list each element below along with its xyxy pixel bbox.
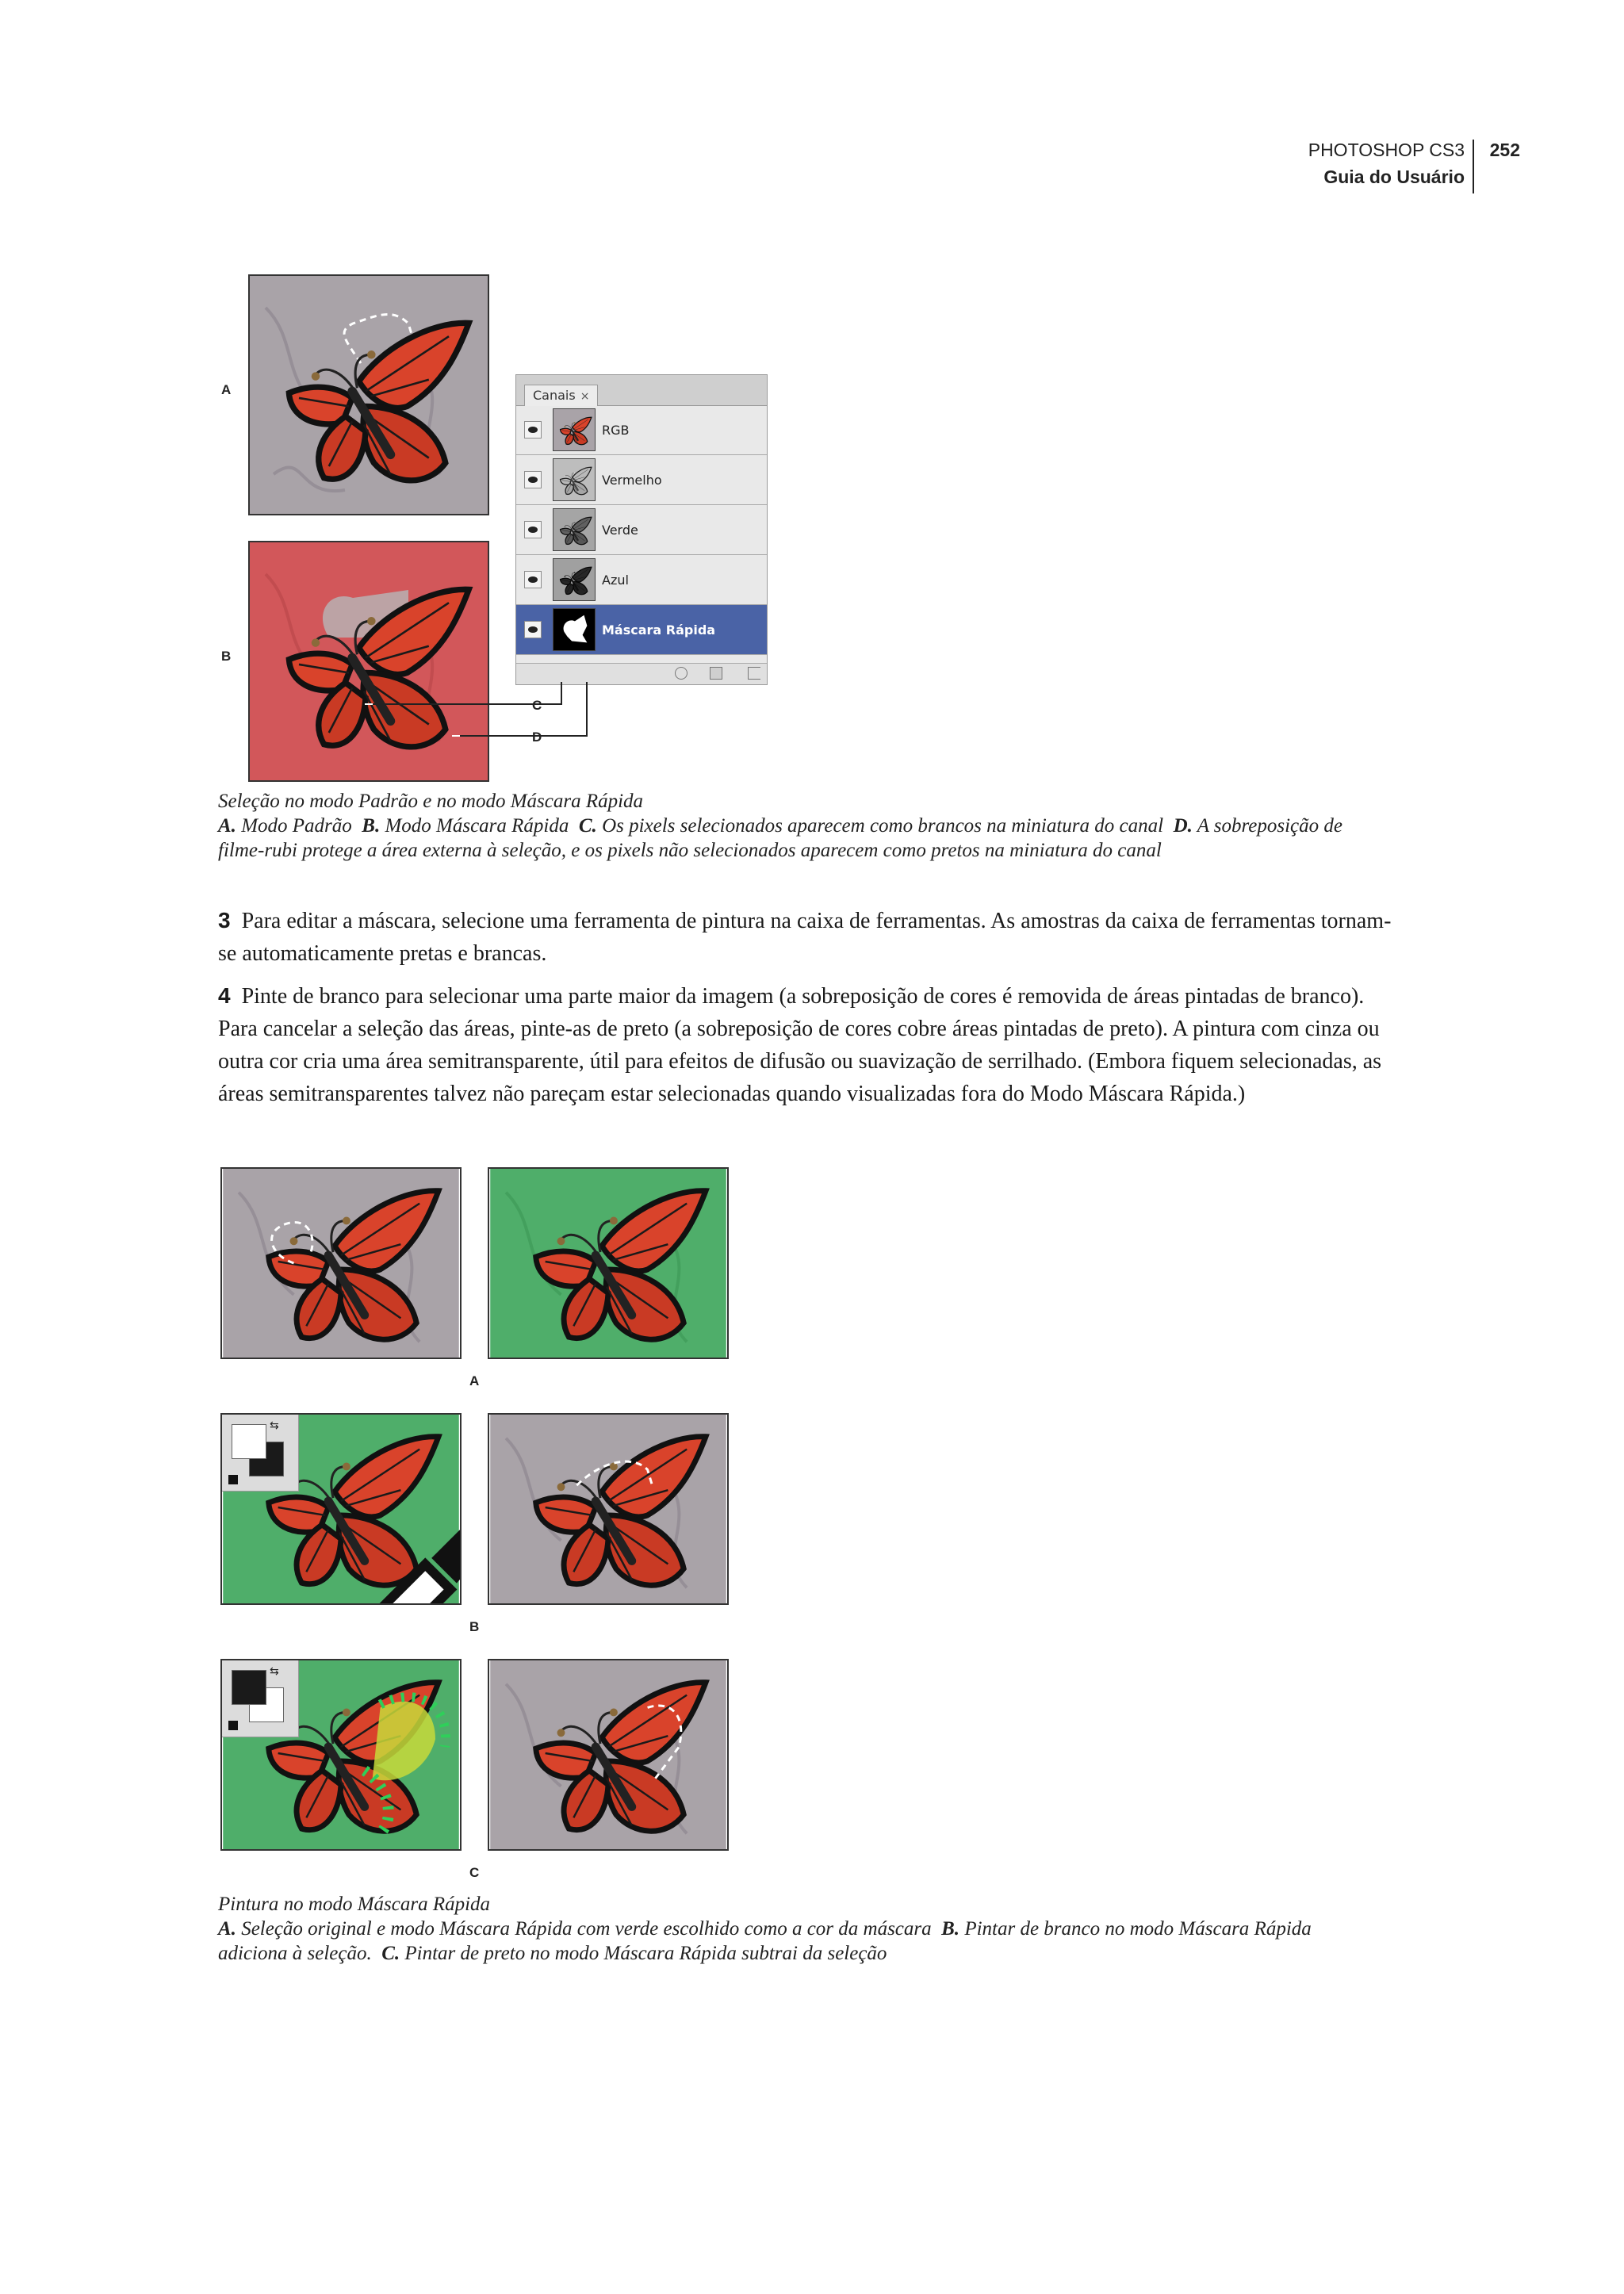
caption-key-a: A. <box>218 815 236 837</box>
step-number: 3 <box>218 908 231 933</box>
channel-thumbnail-green <box>553 508 596 551</box>
color-swatches <box>222 1415 299 1492</box>
figure2-caption-line2 <box>218 1941 887 1966</box>
caption-text-b: Modo Máscara Rápida <box>385 815 569 837</box>
header-divider <box>1473 140 1474 193</box>
figure2-label-b: B <box>469 1619 480 1634</box>
figure1-label-a: A <box>221 382 232 397</box>
caption-key-d: D. <box>1173 815 1193 837</box>
step-3 <box>218 904 1400 970</box>
figure2-image-b-result <box>488 1413 729 1605</box>
channel-row-blue[interactable] <box>516 555 767 605</box>
swap-colors-icon[interactable]: ⇆ <box>270 1419 279 1432</box>
caption-text-a: Modo Padrão <box>241 815 352 837</box>
figure2-caption-title: Pintura no modo Máscara Rápida <box>218 1894 491 1915</box>
channel-thumbnail-blue <box>553 558 596 601</box>
channels-panel <box>515 374 768 685</box>
channel-row-quick-mask[interactable] <box>516 605 767 655</box>
figure1-image-standard-mode <box>248 274 489 515</box>
figure2-label-c: C <box>469 1865 480 1880</box>
caption-key-c: C. <box>578 815 597 837</box>
brush-cursor-icon <box>396 1732 462 1851</box>
header-title: PHOTOSHOP CS3 <box>1308 140 1465 160</box>
caption-key-b: B. <box>362 815 381 837</box>
tab-channels-label: Canais <box>533 388 576 403</box>
swap-colors-icon[interactable]: ⇆ <box>270 1665 279 1678</box>
caption-text-d: A sobreposição de <box>1197 815 1343 837</box>
close-icon[interactable]: × <box>580 390 590 403</box>
caption-text-a: Seleção original e modo Máscara Rápida com verde escolhido como a cor da máscara <box>241 1918 932 1940</box>
default-colors-icon[interactable] <box>228 1475 238 1484</box>
eye-icon[interactable] <box>524 471 542 488</box>
figure2-image-a-original-selection <box>220 1167 462 1359</box>
running-header <box>1203 140 1520 193</box>
figure2-caption-line1 <box>218 1917 1312 1941</box>
tab-channels[interactable] <box>524 385 598 406</box>
page-number: 252 <box>1489 140 1520 160</box>
callout-label-d: D <box>532 730 542 745</box>
step-4 <box>218 979 1400 1110</box>
caption-key-a: A. <box>218 1918 236 1940</box>
callout-lines <box>365 658 595 745</box>
step-number: 4 <box>218 983 231 1008</box>
figure1-caption-line1 <box>218 814 1342 838</box>
channel-thumbnail-quick-mask <box>553 608 596 651</box>
callout-label-c: C <box>532 698 542 713</box>
channel-label-rgb: RGB <box>602 423 630 438</box>
caption-key-b: B. <box>941 1918 960 1940</box>
channel-label-quick-mask: Máscara Rápida <box>602 622 716 638</box>
caption-text-lead: adiciona à seleção. <box>218 1943 372 1964</box>
channels-panel-titlebar <box>516 375 767 406</box>
step-text: Para editar a máscara, selecione uma ferramenta de pintura na caixa de ferramentas. As amostras da caixa de ferramentas tornam-se automaticamente pretas e brancas. <box>218 909 1392 966</box>
caption-key-c: C. <box>381 1943 400 1964</box>
channel-row-red[interactable] <box>516 455 767 505</box>
color-swatches <box>222 1660 299 1737</box>
header-subtitle: Guia do Usuário <box>1323 167 1465 187</box>
figure2-image-a-green-mask <box>488 1167 729 1359</box>
step-text: Pinte de branco para selecionar uma parte maior da imagem (a sobreposição de cores é removida de áreas pintadas de branco). Para cancelar a seleção das áreas, pinte-as de preto (a sobreposição de cores cobre áreas pintadas de preto). A pintura com cinza ou outra cor cria uma área semitransparente, útil para efeitos de difusão ou suavização de serrilhado. (Embora fiquem selecionadas, as áreas semitransparentes talvez não pareçam estar selecionadas quando visualizadas fora do Modo Máscara Rápida.) <box>218 984 1382 1106</box>
figure1-caption-line2: filme-rubi protege a área externa à seleção, e os pixels não selecionados aparecem como pretos na miniatura do canal <box>218 840 1162 861</box>
brush-cursor-icon <box>331 1451 462 1605</box>
channel-label-blue: Azul <box>602 573 629 588</box>
caption-text-c: Os pixels selecionados aparecem como brancos na miniatura do canal <box>602 815 1164 837</box>
channel-label-green: Verde <box>602 523 638 538</box>
load-selection-icon[interactable] <box>675 667 688 680</box>
eye-icon[interactable] <box>524 571 542 588</box>
channel-row-green[interactable] <box>516 505 767 555</box>
eye-icon[interactable] <box>524 521 542 538</box>
foreground-color-swatch[interactable] <box>232 1670 266 1705</box>
figure2-image-c-result <box>488 1659 729 1851</box>
save-selection-icon[interactable] <box>710 667 722 680</box>
channel-thumbnail-red <box>553 458 596 501</box>
channel-label-red: Vermelho <box>602 473 662 488</box>
figure2-label-a: A <box>469 1373 480 1388</box>
foreground-color-swatch[interactable] <box>232 1424 266 1459</box>
figure1-caption-title: Seleção no modo Padrão e no modo Máscara Rápida <box>218 791 644 812</box>
figure2-image-c-paint-black <box>220 1659 462 1851</box>
caption-text-b: Pintar de branco no modo Máscara Rápida <box>964 1918 1312 1940</box>
figure1-label-b: B <box>221 649 232 664</box>
channel-thumbnail-rgb <box>553 408 596 451</box>
new-channel-icon[interactable] <box>748 667 760 680</box>
channel-row-rgb[interactable] <box>516 405 767 455</box>
eye-icon[interactable] <box>524 621 542 638</box>
caption-text-c: Pintar de preto no modo Máscara Rápida subtrai da seleção <box>404 1943 887 1964</box>
figure2-image-b-paint-white <box>220 1413 462 1605</box>
eye-icon[interactable] <box>524 421 542 439</box>
default-colors-icon[interactable] <box>228 1721 238 1730</box>
